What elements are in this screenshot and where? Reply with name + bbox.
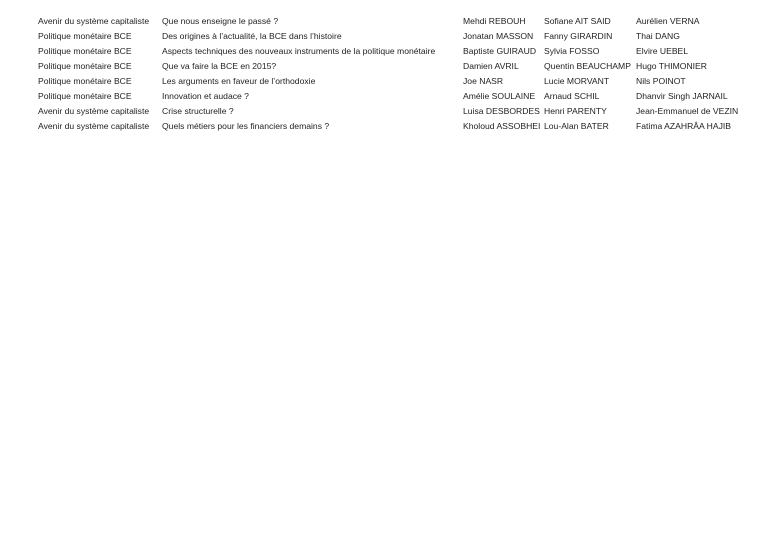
subject-cell: Que va faire la BCE en 2015? <box>162 61 277 71</box>
student-2-cell: Lucie MORVANT <box>544 76 610 86</box>
subject-cell: Aspects techniques des nouveaux instruments de la politique monétaire <box>162 46 436 56</box>
table-row <box>0 59 768 74</box>
subject-cell: Des origines à l’actualité, la BCE dans l’histoire <box>162 31 342 41</box>
subject-cell: Quels métiers pour les financiers demains ? <box>162 121 330 131</box>
theme-cell: Politique monétaire BCE <box>38 61 132 71</box>
student-1-cell: Luisa DESBORDES <box>463 106 540 116</box>
student-3-cell: Thai DANG <box>636 31 680 41</box>
student-3-cell: Elvire UEBEL <box>636 46 689 56</box>
student-3-cell: Fatima AZAHRÂA HAJIB <box>636 121 732 131</box>
student-3-cell: Jean-Emmanuel de VEZIN <box>636 106 739 116</box>
table-row <box>0 29 768 44</box>
student-2-cell: Sofiane AIT SAID <box>544 16 611 26</box>
student-2-cell: Quentin BEAUCHAMP <box>544 61 631 71</box>
table-row <box>0 89 768 104</box>
subject-cell: Crise structurelle ? <box>162 106 234 116</box>
subject-cell: Que nous enseigne le passé ? <box>162 16 279 26</box>
student-3-cell: Nils POINOT <box>636 76 686 86</box>
student-1-cell: Amélie SOULAINE <box>463 91 536 101</box>
subject-cell: Les arguments en faveur de l’orthodoxie <box>162 76 316 86</box>
student-1-cell: Joe NASR <box>463 76 504 86</box>
theme-cell: Politique monétaire BCE <box>38 76 132 86</box>
table-row <box>0 14 768 29</box>
student-1-cell: Jonatan MASSON <box>463 31 534 41</box>
student-1-cell: Kholoud ASSOBHEI <box>463 121 541 131</box>
table-row <box>0 44 768 59</box>
table-row <box>0 74 768 89</box>
student-3-cell: Hugo THIMONIER <box>636 61 707 71</box>
student-1-cell: Damien AVRIL <box>463 61 519 71</box>
student-1-cell: Mehdi REBOUH <box>463 16 526 26</box>
table-row <box>0 119 768 134</box>
student-2-cell: Sylvia FOSSO <box>544 46 600 56</box>
student-2-cell: Arnaud SCHIL <box>544 91 600 101</box>
table-row <box>0 104 768 119</box>
subject-cell: Innovation et audace ? <box>162 91 249 101</box>
theme-cell: Avenir du système capitaliste <box>38 106 150 116</box>
student-1-cell: Baptiste GUIRAUD <box>463 46 537 56</box>
student-2-cell: Henri PARENTY <box>544 106 607 116</box>
student-3-cell: Aurélien VERNA <box>636 16 700 26</box>
theme-cell: Politique monétaire BCE <box>38 91 132 101</box>
student-2-cell: Fanny GIRARDIN <box>544 31 613 41</box>
theme-cell: Politique monétaire BCE <box>38 46 132 56</box>
theme-cell: Avenir du système capitaliste <box>38 16 150 26</box>
theme-cell: Politique monétaire BCE <box>38 31 132 41</box>
theme-cell: Avenir du système capitaliste <box>38 121 150 131</box>
student-3-cell: Dhanvir Singh JARNAIL <box>636 91 728 101</box>
student-2-cell: Lou-Alan BATER <box>544 121 609 131</box>
